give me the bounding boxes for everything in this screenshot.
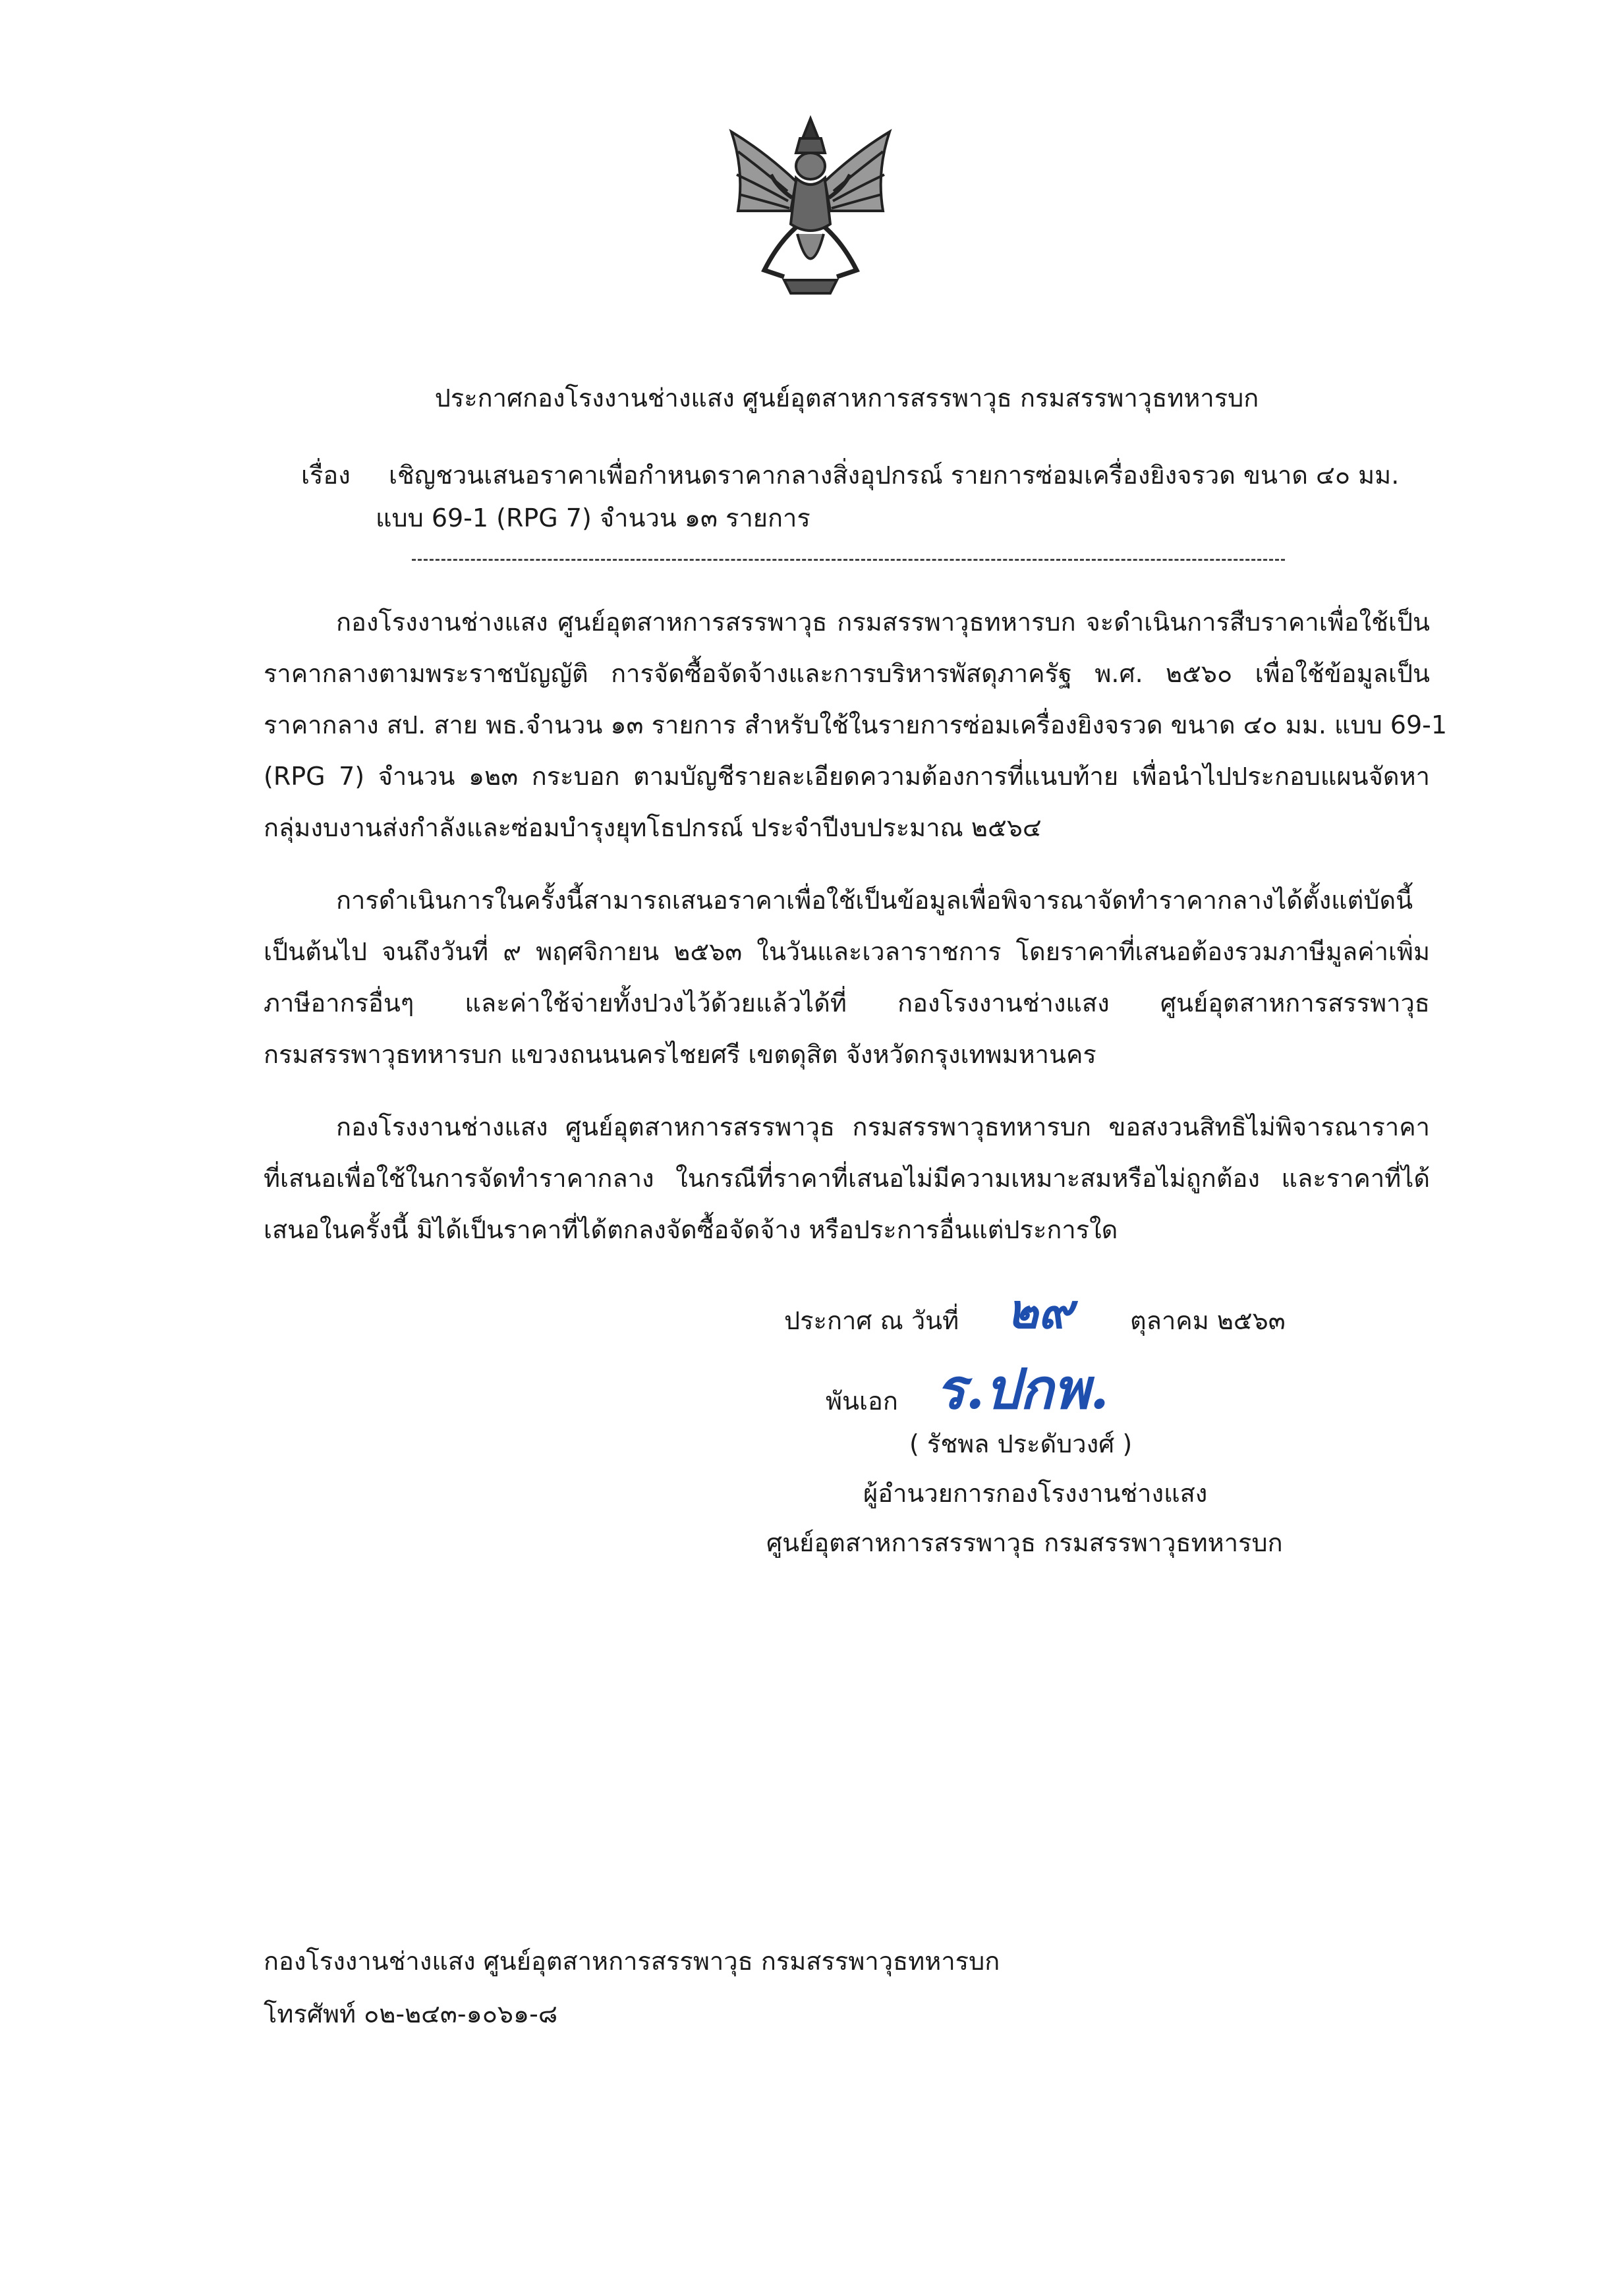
paragraph-3-line: เสนอในครั้งนี้ มิได้เป็นราคาที่ได้ตกลงจัดซื้อจัดจ้าง หรือประการอื่นแต่ประการใด (264, 1215, 1118, 1244)
paragraph-2-line: กรมสรรพาวุธทหารบก แขวงถนนนครไชยศรี เขตดุสิต จังหวัดกรุงเทพมหานคร (264, 1040, 1096, 1069)
paragraph-2-line: การดำเนินการในครั้งนี้สามารถเสนอราคาเพื่อใช้เป็นข้อมูลเพื่อพิจารณาจัดทำราคากลางได้ตั้งแต่บัดนี้ (336, 886, 1413, 915)
signature: ร.ปกพ. (936, 1356, 1110, 1421)
subject-label: เรื่อง (301, 461, 351, 490)
paragraph-1-line: กลุ่มงบงานส่งกำลังและซ่อมบำรุงยุทโธปกรณ์ ประจำปีงบประมาณ ๒๕๖๔ (264, 813, 1042, 842)
signer-position-2: ศูนย์อุตสาหการสรรพาวุธ กรมสรรพาวุธทหารบก (766, 1528, 1283, 1557)
paragraph-2-line: ภาษีอากรอื่นๆ และค่าใช้จ่ายทั้งปวงไว้ด้วยแล้วได้ที่ กองโรงงานช่างแสง ศูนย์อุตสาหการสรรพาวุธ (264, 989, 1430, 1018)
subject-line-2: แบบ 69-1 (RPG 7) จำนวน ๑๓ รายการ (376, 503, 810, 532)
footer-phone: โทรศัพท์ ๐๒-๒๔๓-๑๐๖๑-๘ (264, 1999, 558, 2028)
footer-office: กองโรงงานช่างแสง ศูนย์อุตสาหการสรรพาวุธ กรมสรรพาวุธทหารบก (264, 1947, 1000, 1976)
signer-position-1: ผู้อำนวยการกองโรงงานช่างแสง (863, 1479, 1208, 1508)
signer-name: ( รัชพล ประดับวงศ์ ) (909, 1429, 1133, 1458)
divider (412, 559, 1285, 561)
paragraph-2-line: เป็นต้นไป จนถึงวันที่ ๙ พฤศจิกายน ๒๕๖๓ ในวันและเวลาราชการ โดยราคาที่เสนอต้องรวมภาษีมูลค่าเพิ่ม (264, 937, 1430, 966)
paragraph-1-line: กองโรงงานช่างแสง ศูนย์อุตสาหการสรรพาวุธ กรมสรรพาวุธทหารบก จะดำเนินการสืบราคาเพื่อใช้เป็น (336, 608, 1430, 637)
subject-line-1: เชิญชวนเสนอราคาเพื่อกำหนดราคากลางสิ่งอุปกรณ์ รายการซ่อมเครื่องยิงจรวด ขนาด ๔๐ มม. (389, 461, 1400, 490)
paragraph-1-line: ราคากลาง สป. สาย พธ.จำนวน ๑๓ รายการ สำหรับใช้ในรายการซ่อมเครื่องยิงจรวด ขนาด ๔๐ มม. แบบ 69-1 (264, 710, 1448, 739)
signer-rank: พันเอก (826, 1387, 898, 1416)
paragraph-1-line: ราคากลางตามพระราชบัญญัติ การจัดซื้อจัดจ้างและการบริหารพัสดุภาครัฐ พ.ศ. ๒๕๖๐ เพื่อใช้ข้อมูลเป็น (264, 659, 1430, 688)
date-month-year: ตุลาคม ๒๕๖๓ (1130, 1306, 1286, 1335)
garuda-emblem-icon (718, 112, 903, 303)
announcement-title: ประกาศกองโรงงานช่างแสง ศูนย์อุตสาหการสรรพาวุธ กรมสรรพาวุธทหารบก (434, 384, 1259, 413)
paragraph-1-line: (RPG 7) จำนวน ๑๒๓ กระบอก ตามบัญชีรายละเอียดความต้องการที่แนบท้าย เพื่อนำไปประกอบแผนจัดหา (264, 762, 1430, 791)
paragraph-3-line: ที่เสนอเพื่อใช้ในการจัดทำราคากลาง ในกรณีที่ราคาที่เสนอไม่มีความเหมาะสมหรือไม่ถูกต้อง และราคาที่ได้ (264, 1164, 1430, 1193)
date-prefix: ประกาศ ณ วันที่ (784, 1306, 959, 1335)
date-day: ๒๙ (1007, 1283, 1073, 1339)
paragraph-3-line: กองโรงงานช่างแสง ศูนย์อุตสาหการสรรพาวุธ กรมสรรพาวุธทหารบก ขอสงวนสิทธิไม่พิจารณาราคา (336, 1112, 1430, 1141)
